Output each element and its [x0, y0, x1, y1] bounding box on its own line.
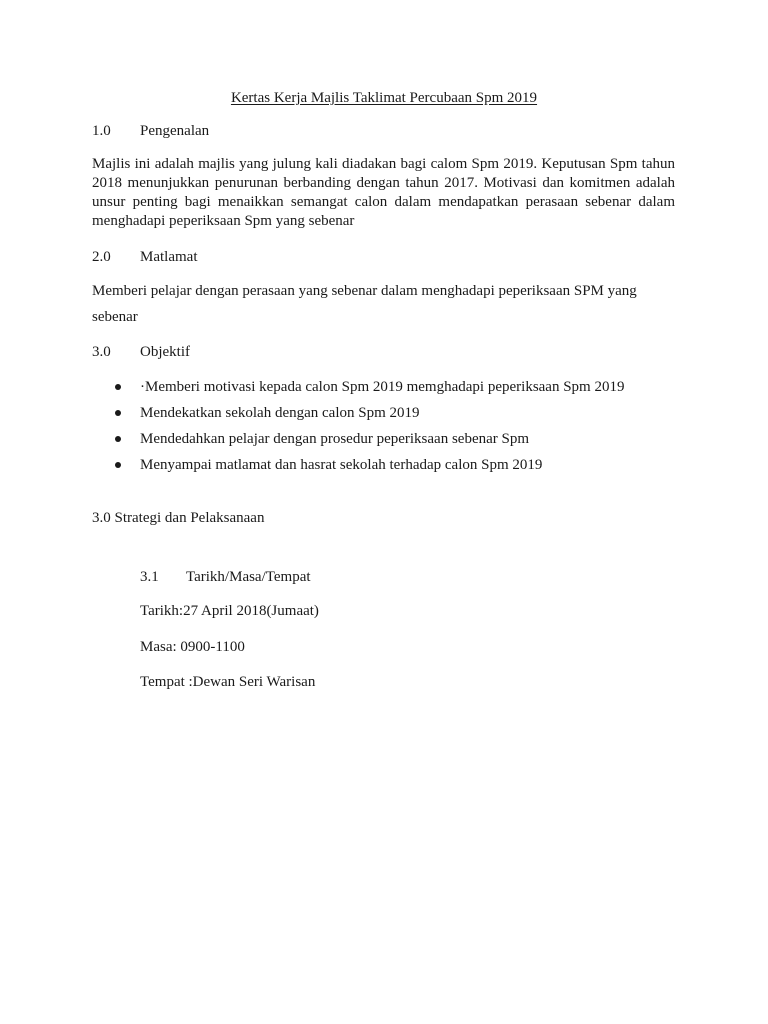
- section-number: 2.0: [92, 249, 111, 265]
- objective-list: [92, 378, 624, 482]
- section-title: Pengenalan: [140, 123, 210, 139]
- bullet-icon: [115, 436, 121, 442]
- subsection-title: Tarikh/Masa/Tempat: [186, 569, 311, 585]
- section-heading-pengenalan: [92, 122, 209, 140]
- document-title: [0, 89, 768, 107]
- paragraph-line: unsur penting bagi menaikkan semangat calon dalam mendapatkan perasaan sebenar dalam: [92, 194, 675, 210]
- bullet-icon: [115, 410, 121, 416]
- paragraph-matlamat: [92, 282, 675, 327]
- list-item: [92, 404, 624, 430]
- document-title-text: Kertas Kerja Majlis Taklimat Percubaan Spm 2019: [230, 90, 538, 106]
- list-item-text: ·Memberi motivasi kepada calon Spm 2019 memghadapi peperiksaan Spm 2019: [140, 379, 625, 395]
- paragraph-line: menghadapi peperiksaan Spm yang sebenar: [92, 213, 355, 229]
- list-item-text: Mendekatkan sekolah dengan calon Spm 2019: [140, 405, 420, 421]
- list-item: [92, 430, 624, 456]
- bullet-icon: [115, 384, 121, 390]
- section-heading-strategi: [92, 509, 264, 527]
- section-title: 3.0 Strategi dan Pelaksanaan: [92, 510, 265, 526]
- paragraph-line: Majlis ini adalah majlis yang julung kali diadakan bagi calom Spm 2019. Keputusan Spm tahun: [92, 156, 675, 172]
- bullet-icon: [115, 462, 121, 468]
- subsection-number: 3.1: [140, 569, 159, 585]
- list-item-text: Mendedahkan pelajar dengan prosedur peperiksaan sebenar Spm: [140, 431, 530, 447]
- paragraph-line: 2018 menunjukkan penurunan berbanding dengan tahun 2017. Motivasi dan komitmen adalah: [92, 175, 675, 191]
- paragraph-line: sebenar: [92, 309, 138, 325]
- section-title: Matlamat: [140, 249, 198, 265]
- section-title: Objektif: [140, 344, 190, 360]
- section-number: 1.0: [92, 123, 111, 139]
- list-item: [92, 456, 624, 482]
- list-item-text: Menyampai matlamat dan hasrat sekolah terhadap calon Spm 2019: [140, 457, 543, 473]
- paragraph-pengenalan: [92, 155, 675, 231]
- subsection-heading-tarikh-masa-tempat: [140, 568, 311, 586]
- detail-masa: Masa: 0900-1100: [140, 639, 245, 655]
- section-number: 3.0: [92, 344, 111, 360]
- section-heading-matlamat: [92, 248, 197, 266]
- detail-tempat: Tempat :Dewan Seri Warisan: [140, 674, 316, 690]
- paragraph-line: Memberi pelajar dengan perasaan yang sebenar dalam menghadapi peperiksaan SPM yang: [92, 283, 637, 299]
- list-item: [92, 378, 624, 404]
- section-heading-objektif: [92, 343, 190, 361]
- detail-tarikh: Tarikh:27 April 2018(Jumaat): [140, 603, 319, 619]
